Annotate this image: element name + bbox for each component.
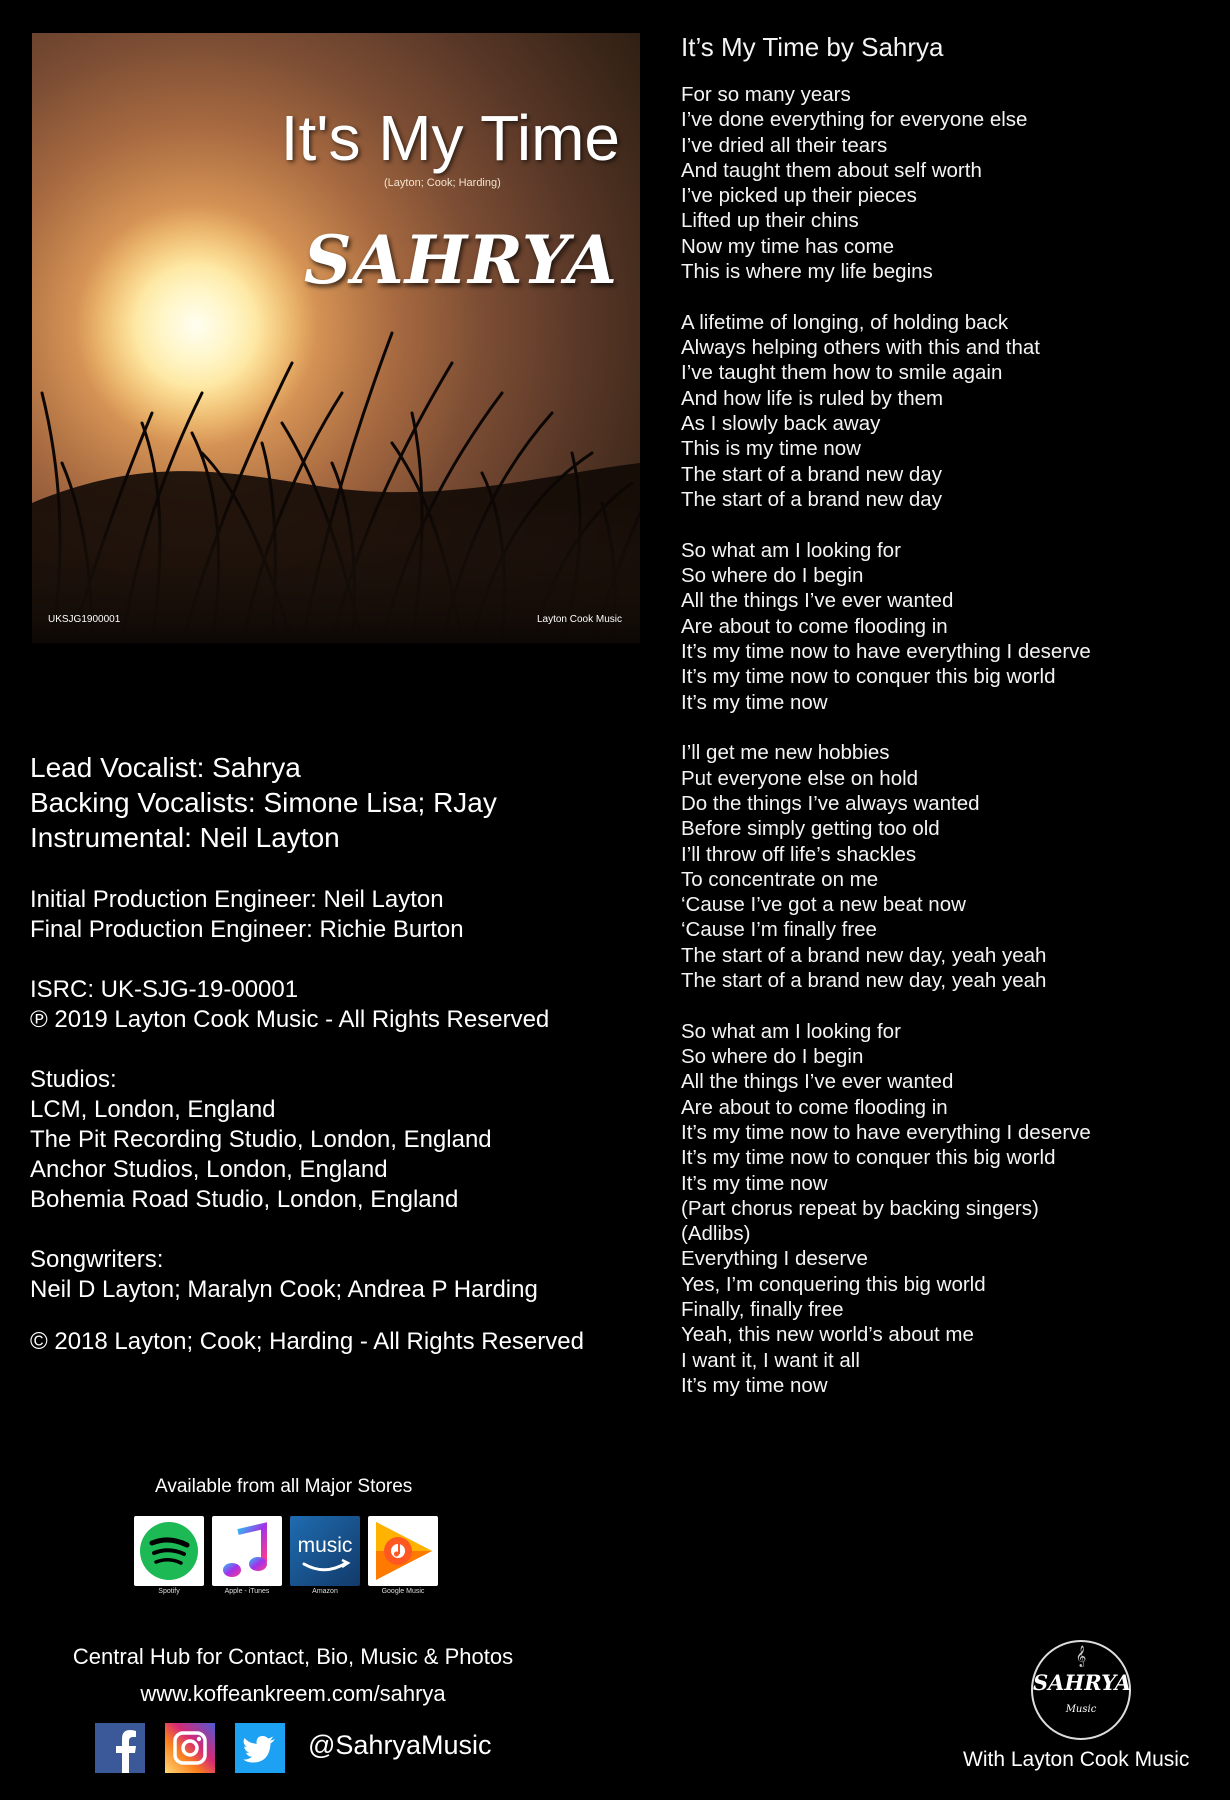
lead-vocalist: Lead Vocalist: Sahrya [30, 752, 301, 783]
lyric-line: All the things I’ve ever wanted [681, 1070, 954, 1094]
twitter-link[interactable] [235, 1723, 285, 1773]
lyric-line: I’ve done everything for everyone else [681, 108, 1028, 132]
studio-item: The Pit Recording Studio, London, England [30, 1126, 492, 1153]
initial-engineer: Initial Production Engineer: Neil Layton [30, 886, 444, 913]
google-music-caption: Google Music [381, 1588, 425, 1595]
treble-clef-icon: 𝄞 [1075, 1646, 1087, 1666]
studio-item: Anchor Studios, London, England [30, 1156, 388, 1183]
lyric-line: I’ve dried all their tears [681, 133, 888, 157]
lyrics-stanza [681, 740, 1201, 993]
cover-artist: SAHRYA [303, 221, 618, 299]
lyric-line: I want it, I want it all [681, 1348, 860, 1372]
facebook-icon [95, 1723, 145, 1773]
itunes-link[interactable] [212, 1516, 282, 1595]
lyric-line: (Adlibs) [681, 1222, 751, 1246]
lyric-line: Yeah, this new world’s about me [681, 1323, 974, 1347]
lyric-line: I’ve taught them how to smile again [681, 361, 1003, 385]
lyric-line: This is where my life begins [681, 260, 933, 284]
phonographic-copyright: ℗ 2019 Layton Cook Music - All Rights Reserved [30, 1006, 550, 1033]
lyric-line: I’ll throw off life’s shackles [681, 842, 917, 866]
lyric-line: The start of a brand new day, yeah yeah [681, 943, 1047, 967]
social-handle[interactable]: @SahryaMusic [308, 1730, 492, 1760]
instrumental: Instrumental: Neil Layton [30, 822, 340, 853]
lyric-line: Do the things I’ve always wanted [681, 791, 980, 815]
lyric-line: I’ll get me new hobbies [681, 741, 890, 765]
itunes-icon [212, 1516, 282, 1586]
song-copyright: © 2018 Layton; Cook; Harding - All Rights Reserved [30, 1328, 584, 1355]
instagram-icon [165, 1723, 215, 1773]
cover-title: It's My Time [280, 102, 620, 174]
lyric-line: Before simply getting too old [681, 817, 940, 841]
lyric-line: ‘Cause I’ve got a new beat now [681, 893, 966, 917]
sahrya-music-logo [1031, 1640, 1131, 1740]
logo-name: SAHRYA [1033, 1670, 1132, 1695]
lyric-line: So what am I looking for [681, 538, 901, 562]
lyric-line: It’s my time now to have everything I deserve [681, 639, 1091, 663]
lyric-line: ‘Cause I’m finally free [681, 918, 877, 942]
lyric-line: So where do I begin [681, 564, 864, 588]
google-music-link[interactable] [368, 1516, 438, 1595]
lyrics-stanza [681, 310, 1201, 512]
cover-label: Layton Cook Music [536, 614, 622, 625]
hub-url-link[interactable]: www.koffeankreem.com/sahrya [140, 1681, 446, 1706]
lyric-line: Are about to come flooding in [681, 614, 948, 638]
instagram-link[interactable] [165, 1723, 215, 1773]
amazon-caption: Amazon [312, 1588, 338, 1595]
itunes-caption: Apple - iTunes [224, 1588, 270, 1595]
lyrics-stanza [681, 538, 1201, 715]
lyric-line: So where do I begin [681, 1045, 864, 1069]
studio-item: LCM, London, England [30, 1096, 276, 1123]
lyrics-stanza [681, 1019, 1201, 1398]
lyrics-stanza [681, 82, 1201, 284]
spotify-icon [134, 1516, 204, 1586]
lyric-line: It’s my time now [681, 1373, 828, 1397]
label-credit: With Layton Cook Music [963, 1748, 1190, 1771]
spotify-caption: Spotify [158, 1588, 180, 1595]
amazon-music-icon: music [297, 1534, 353, 1557]
store-links [134, 1516, 444, 1600]
logo-sub: Music [1065, 1704, 1097, 1715]
lyric-line: And how life is ruled by them [681, 386, 944, 410]
lyric-line: (Part chorus repeat by backing singers) [681, 1196, 1039, 1220]
backing-vocalists: Backing Vocalists: Simone Lisa; RJay [30, 787, 497, 818]
lyric-line: It’s my time now [681, 690, 828, 714]
songwriters-heading: Songwriters: [30, 1246, 164, 1273]
amazon-music-link[interactable] [290, 1516, 360, 1595]
lyric-line: This is my time now [681, 437, 861, 461]
studio-item: Bohemia Road Studio, London, England [30, 1186, 459, 1213]
studios-heading: Studios: [30, 1066, 117, 1093]
lyric-line: It’s my time now [681, 1171, 828, 1195]
spotify-link[interactable] [134, 1516, 204, 1595]
lyric-line: And taught them about self worth [681, 158, 982, 182]
lyric-line: So what am I looking for [681, 1019, 901, 1043]
lyric-line: It’s my time now to conquer this big world [681, 665, 1056, 689]
songwriters: Neil D Layton; Maralyn Cook; Andrea P Harding [30, 1276, 538, 1303]
song-title: It’s My Time by Sahrya [681, 32, 944, 62]
twitter-icon [235, 1723, 285, 1773]
lyric-line: Put everyone else on hold [681, 766, 919, 790]
lyric-line: A lifetime of longing, of holding back [681, 310, 1009, 334]
amazon-smile-icon [290, 1516, 360, 1586]
lyric-line: Now my time has come [681, 234, 895, 258]
lyric-line: To concentrate on me [681, 867, 879, 891]
isrc: ISRC: UK-SJG-19-00001 [30, 976, 299, 1003]
stores-heading: Available from all Major Stores [155, 1476, 413, 1497]
lyric-line: As I slowly back away [681, 412, 881, 436]
lyric-line: I’ve picked up their pieces [681, 184, 917, 208]
album-cover [32, 33, 640, 643]
lyrics-panel [681, 30, 1201, 1424]
hub-info [60, 1638, 526, 1712]
lyric-line: It’s my time now to conquer this big world [681, 1146, 1056, 1170]
lyric-line: Yes, I’m conquering this big world [681, 1272, 986, 1296]
lyric-line: Always helping others with this and that [681, 336, 1040, 360]
lyric-line: The start of a brand new day [681, 462, 942, 486]
final-engineer: Final Production Engineer: Richie Burton [30, 916, 464, 943]
facebook-link[interactable] [95, 1723, 145, 1773]
lyric-line: The start of a brand new day, yeah yeah [681, 969, 1047, 992]
cover-credit: (Layton; Cook; Harding) [384, 177, 501, 189]
lyric-line: The start of a brand new day [681, 487, 942, 511]
lyric-line: Finally, finally free [681, 1298, 844, 1322]
lyrics-stanzas [681, 82, 1201, 1398]
lyric-line: Are about to come flooding in [681, 1095, 948, 1119]
hub-description: Central Hub for Contact, Bio, Music & Photos [72, 1644, 514, 1669]
lyric-line: Everything I deserve [681, 1247, 868, 1271]
cover-catalog-code: UKSJG1900001 [48, 614, 121, 625]
google-play-music-icon [368, 1516, 438, 1586]
lyric-line: Lifted up their chins [681, 209, 859, 233]
lyric-line: It’s my time now to have everything I deserve [681, 1120, 1091, 1144]
credits-panel [30, 750, 650, 1357]
lyric-line: For so many years [681, 83, 851, 106]
lyric-line: All the things I’ve ever wanted [681, 589, 954, 613]
